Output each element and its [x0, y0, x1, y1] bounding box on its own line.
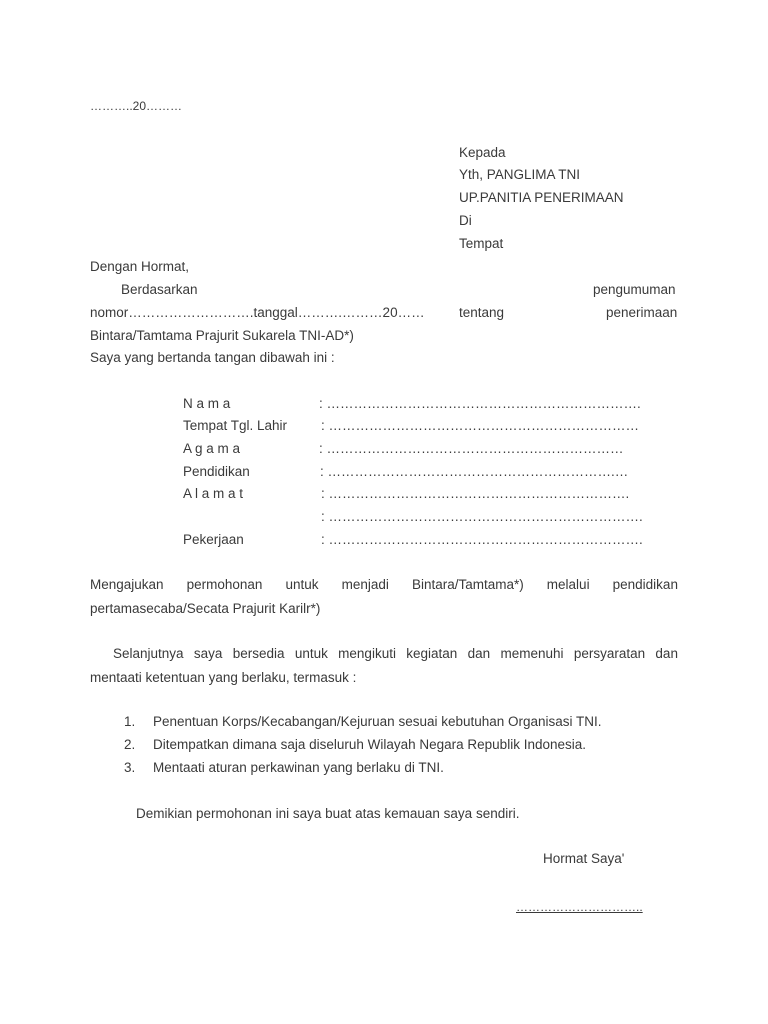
intro-word: tentang: [459, 305, 505, 320]
recipient-line: Tempat: [459, 236, 504, 251]
commitment-word: Selanjutnya: [113, 646, 184, 661]
commitment-word: mengikuti: [338, 646, 396, 661]
form-value: : …………………………………………………………….: [321, 532, 643, 547]
form-label: Pekerjaan: [183, 532, 244, 547]
intro-word: Berdasarkan: [121, 282, 198, 297]
intro-line: Saya yang bertanda tangan dibawah ini :: [90, 350, 335, 365]
commitment-line: mentaati ketentuan yang berlaku, termasuk :: [90, 670, 357, 685]
intro-line: Bintara/Tamtama Prajurit Sukarela TNI-AD*): [90, 328, 354, 343]
commitment-word: persyaratan: [573, 646, 646, 661]
commitment-word: kegiatan: [406, 646, 458, 661]
form-value: : …………………………………………………………….: [321, 509, 643, 524]
recipient-line: Di: [459, 213, 472, 228]
form-label: Pendidikan: [183, 464, 250, 479]
commitment-word: dan: [467, 646, 491, 661]
request-line: pertamasecaba/Secata Prajurit Karilr*): [90, 601, 321, 616]
request-word: menjadi: [341, 577, 389, 592]
signature-line: …………………………..: [516, 900, 643, 914]
recipient-line: Yth, PANGLIMA TNI: [459, 167, 581, 182]
list-number: 1.: [124, 714, 136, 729]
request-word: Mengajukan: [90, 577, 164, 592]
form-value: : …………………………………………………………: [319, 441, 624, 456]
commitment-word: untuk: [294, 646, 328, 661]
greeting: Dengan Hormat,: [90, 259, 190, 274]
request-word: melalui: [546, 577, 590, 592]
form-label: N a m a: [183, 396, 231, 411]
list-item: Penentuan Korps/Kecabangan/Kejuruan sesuai kebutuhan Organisasi TNI.: [153, 714, 602, 729]
list-number: 3.: [124, 760, 136, 775]
list-item: Ditempatkan dimana saja diseluruh Wilayah Negara Republik Indonesia.: [153, 737, 586, 752]
commitment-word: bersedia: [232, 646, 285, 661]
commitment-line: [113, 646, 678, 661]
intro-word: pengumuman: [593, 282, 676, 297]
request-word: permohonan: [186, 577, 263, 592]
form-value: : …………………………………………………………….: [319, 396, 641, 411]
request-word: untuk: [285, 577, 319, 592]
intro-word: penerimaan: [606, 305, 678, 320]
form-value: : ……………………………………………………….…: [320, 464, 629, 479]
recipient-line: Kepada: [459, 145, 506, 160]
commitment-word: memenuhi: [500, 646, 564, 661]
form-value: : ……………………………………………………………: [321, 418, 640, 433]
list-number: 2.: [124, 737, 136, 752]
intro-nomor: nomor……………………….tanggal……….………20……: [90, 305, 425, 320]
form-label: A l a m a t: [183, 486, 244, 501]
date-line: ………..20………: [90, 99, 183, 113]
form-value: : ………………………………………………………….: [321, 486, 630, 501]
closing-statement: Demikian permohonan ini saya buat atas kemauan saya sendiri.: [136, 806, 520, 821]
recipient-line: UP.PANITIA PENERIMAAN: [459, 190, 624, 205]
commitment-word: saya: [193, 646, 223, 661]
request-word: Bintara/Tamtama*): [411, 577, 524, 592]
form-label: Tempat Tgl. Lahir: [183, 418, 288, 433]
request-word: pendidikan: [612, 577, 678, 592]
list-item: Mentaati aturan perkawinan yang berlaku di TNI.: [153, 760, 444, 775]
commitment-word: dan: [655, 646, 678, 661]
signoff: Hormat Saya': [543, 851, 625, 866]
form-label: A g a m a: [183, 441, 241, 456]
request-line: [90, 577, 678, 592]
